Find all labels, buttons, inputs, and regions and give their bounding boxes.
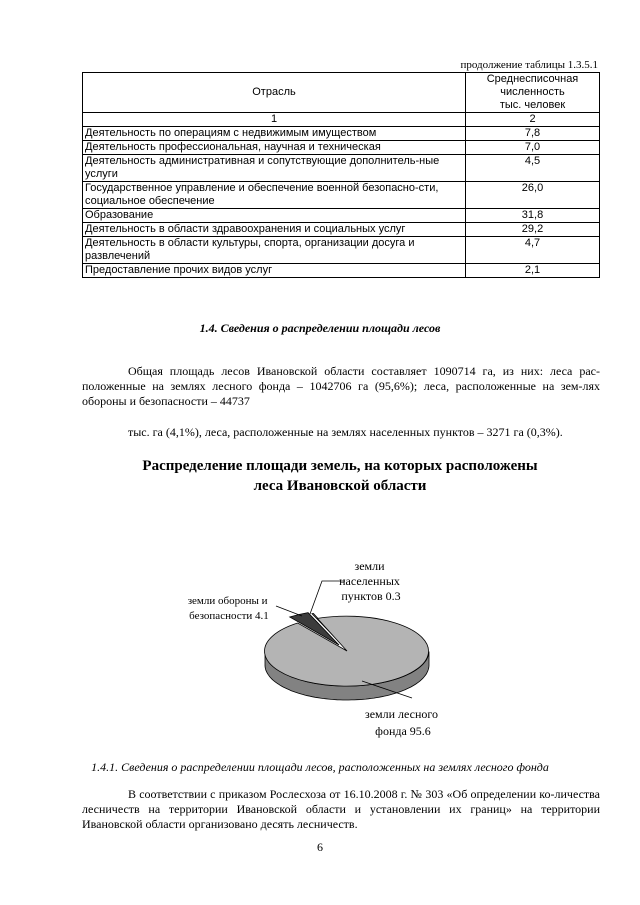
pie-label-forest-fund xyxy=(365,707,441,738)
header-line: численность xyxy=(500,86,565,98)
pie-label-line: пунктов 0.3 xyxy=(341,589,401,603)
forest-area-paragraph-continued: тыс. га (4,1%), леса, расположенные на землях населенных пунктов – 3271 га (0,3%). xyxy=(128,425,563,439)
header-line: тыс. человек xyxy=(499,99,566,111)
pie-slice-forest-fund xyxy=(265,616,429,686)
column-number: 2 xyxy=(466,113,600,127)
forest-area-paragraph: Общая площадь лесов Ивановской области составляет 1090714 га, из них: леса рас-положенные на землях лесного фонда – 1042706 га (95,6%); леса, расположенные на зем-лях обороны и безопасности – 44737 xyxy=(82,364,600,408)
pie-label-line: фонда 95.6 xyxy=(375,724,431,738)
table-row xyxy=(83,155,600,182)
table-row xyxy=(83,127,600,141)
pie-label-line: земли лесного xyxy=(364,707,439,721)
employment-value: 29,2 xyxy=(466,223,600,237)
table-continuation-note: продолжение таблицы 1.3.5.1 xyxy=(460,59,598,71)
industry-name: Деятельность профессиональная, научная и техническая xyxy=(83,141,466,155)
table-row xyxy=(83,237,600,264)
chart-title-line: Распределение площади земель, на которых расположены xyxy=(142,458,538,474)
table-row xyxy=(83,182,600,209)
employment-value: 31,8 xyxy=(466,209,600,223)
pie-label-line: населенных xyxy=(339,574,400,588)
employment-value: 4,7 xyxy=(466,237,600,264)
employment-value: 7,0 xyxy=(466,141,600,155)
column-number: 1 xyxy=(83,113,466,127)
table-header-industry: Отрасль xyxy=(83,73,466,113)
pie-slices xyxy=(265,613,429,700)
industry-name: Деятельность по операциям с недвижимым имуществом xyxy=(83,127,466,141)
pie-label-line: безопасности 4.1 xyxy=(189,610,269,622)
pie-chart xyxy=(0,530,640,755)
table-row xyxy=(83,223,600,237)
pie-label-line: земли xyxy=(354,559,385,573)
industry-name: Деятельность в области культуры, спорта, организации досуга и развлечений xyxy=(83,237,466,264)
industry-name: Предоставление прочих видов услуг xyxy=(83,264,466,278)
section-heading-1-4-1: 1.4.1. Сведения о распределении площади лесов, расположенных на землях лесного фонда xyxy=(91,760,549,774)
employment-value: 7,8 xyxy=(466,127,600,141)
employment-value: 4,5 xyxy=(466,155,600,182)
page-number: 6 xyxy=(317,840,323,854)
forestry-order-paragraph: В соответствии с приказом Рослесхоза от 16.10.2008 г. № 303 «Об определении ко-личества лесничеств на территории Ивановской области и установлении их границ» на территории Ивановской области организовано десять лесничеств. xyxy=(82,787,600,831)
employment-value: 2,1 xyxy=(466,264,600,278)
industry-name: Деятельность в области здравоохранения и социальных услуг xyxy=(83,223,466,237)
pie-label-line: земли обороны и xyxy=(187,595,268,607)
table-header-employment xyxy=(466,73,600,113)
industry-name: Государственное управление и обеспечение военной безопасно-сти, социальное обеспечение xyxy=(83,182,466,209)
header-line: Среднесписочная xyxy=(486,73,579,85)
industry-name: Деятельность административная и сопутствующие дополнитель-ные услуги xyxy=(83,155,466,182)
table-row xyxy=(83,209,600,223)
pie-label-settlements xyxy=(339,559,403,603)
chart-title-line: леса Ивановской области xyxy=(253,478,427,494)
table-column-numbers-row xyxy=(83,113,600,127)
industry-name: Образование xyxy=(83,209,466,223)
employment-value: 26,0 xyxy=(466,182,600,209)
table-row xyxy=(83,141,600,155)
section-heading-1-4: 1.4. Сведения о распределении площади лесов xyxy=(199,321,441,335)
pie-label-defense xyxy=(188,595,271,622)
employment-table xyxy=(82,72,600,278)
table-row xyxy=(83,264,600,278)
leader-line-defense xyxy=(276,606,302,616)
chart-title xyxy=(90,456,590,496)
